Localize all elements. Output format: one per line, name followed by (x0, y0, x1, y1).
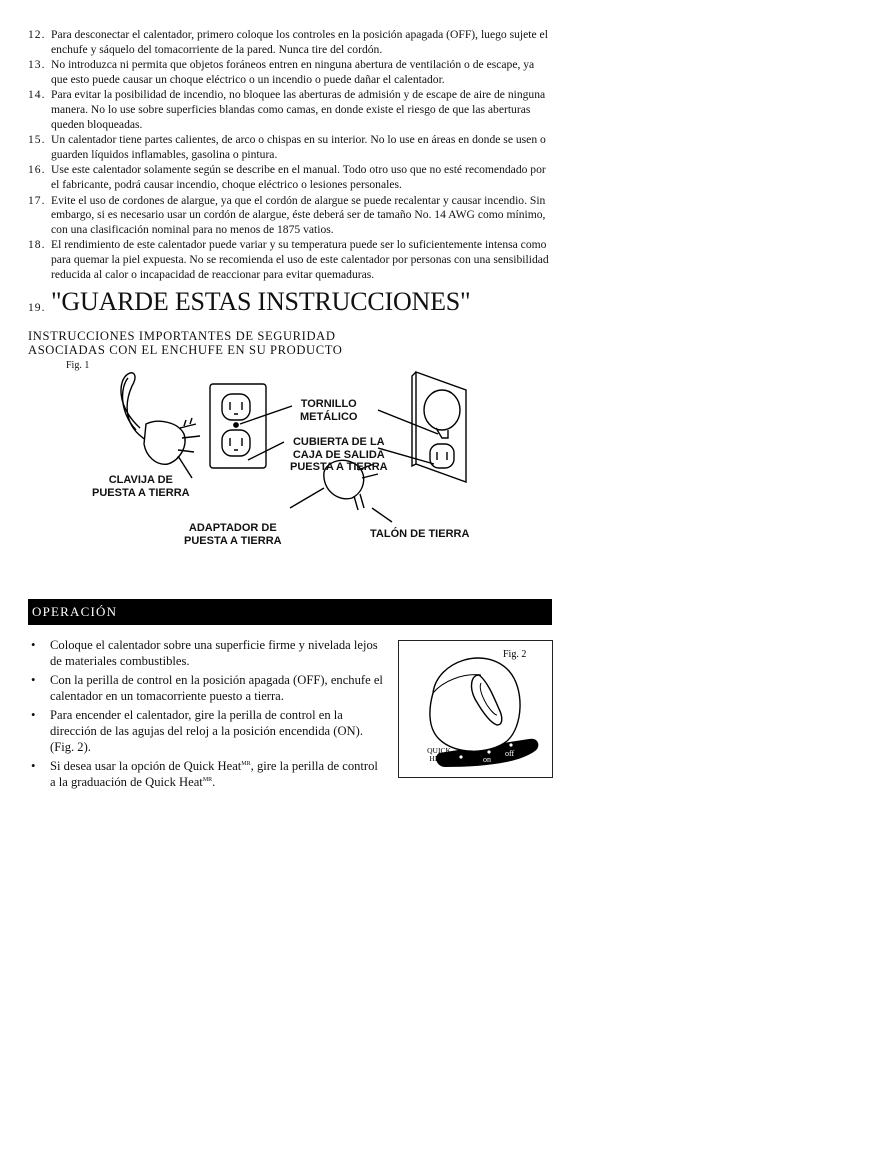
instruction-item (28, 238, 552, 282)
quick-heat-label: HEAT (429, 754, 449, 763)
label-line: ADAPTADOR DE (188, 522, 277, 535)
save-instructions-heading (28, 287, 552, 317)
operation-section-header (28, 599, 552, 625)
item-number: 17. (28, 193, 46, 207)
item-number: 18. (28, 238, 46, 252)
label-line: CLAVIJA DE (108, 474, 173, 487)
safety-heading-line: ASOCIADAS CON EL ENCHUFE EN SU PRODUCTO (28, 343, 343, 358)
instruction-item (28, 28, 552, 57)
label-line: PUESTA A TIERRA (92, 486, 190, 499)
outlet-socket-icon (222, 430, 250, 456)
plug-safety-heading (28, 329, 552, 357)
instruction-item (28, 163, 552, 192)
label-line: PUESTA A TIERRA (290, 461, 388, 474)
item-number: 19. (28, 301, 46, 315)
item-number: 14. (28, 88, 46, 102)
label-line: PUESTA A TIERRA (184, 534, 282, 547)
item-number: 16. (28, 163, 46, 177)
label-line: CUBIERTA DE LA (292, 436, 385, 449)
item-text: , gire la perilla de control a la graduación de Quick Heat (50, 759, 378, 789)
item-text: . (212, 774, 216, 789)
leader-line (372, 508, 392, 522)
item-text: Evite el uso de cordones de alargue, ya que el cordón de alargue se puede recalentar y causar incendio. Sin embargo, si es necesario usar un cordón de alargue, éste deberá ser de tamaño No. 14 AWG como mínimo, con una clasificación nominal para no menos de 1875 vatios. (51, 193, 546, 236)
label-adaptador (184, 522, 282, 547)
label-talon-tierra: TALÓN DE TIERRA (370, 528, 470, 541)
item-text: Use este calentador solamente según se describe en el manual. Todo otro uso que no esté recomendado por el fabricante, podrá causar incendio, choque eléctrico o lesiones personales. (51, 163, 546, 191)
off-label: off (505, 749, 515, 758)
trademark-mark: MR (202, 776, 213, 783)
bullet: • (31, 673, 36, 688)
operation-item (28, 673, 384, 704)
safety-heading-line: INSTRUCCIONES IMPORTANTES DE SEGURIDAD (28, 329, 336, 344)
item-text: Para encender el calentador, gire la perilla de control en la dirección de las agujas del reloj a la posición encendida (ON). (Fig. 2). (50, 708, 363, 754)
dial-dot (487, 750, 490, 753)
figure-1-grounding-diagram (28, 360, 552, 560)
bullet: • (31, 759, 36, 774)
item-text: Coloque el calentador sobre una superficie firme y nivelada lejos de materiales combustibles. (50, 638, 378, 668)
dial-dot (459, 755, 462, 758)
item-number: 15. (28, 133, 46, 147)
figure-label: Fig. 1 (66, 360, 90, 372)
socket-slots (437, 452, 447, 460)
instructions-page (28, 28, 552, 560)
bullet: • (31, 638, 36, 652)
item-text: Con la perilla de control en la posición apagada (OFF), enchufe el calentador en un tomacorriente puesto a tierra. (50, 673, 383, 703)
bullet: • (31, 708, 36, 723)
label-clavija (92, 474, 190, 499)
instruction-item (28, 194, 552, 238)
figure-label: Fig. 2 (503, 649, 527, 660)
control-knob-illustration (399, 641, 552, 777)
quick-heat-label: QUICK (427, 746, 451, 755)
outlet-socket-icon (222, 394, 250, 420)
label-cubierta-caja (290, 436, 388, 474)
operation-item (28, 759, 384, 790)
operation-item (28, 708, 384, 755)
instruction-item (28, 133, 552, 162)
operation-item (28, 638, 384, 669)
label-line: TORNILLO (300, 398, 357, 411)
label-line: CAJA DE SALIDA (292, 448, 385, 461)
instruction-item (28, 58, 552, 87)
trademark-mark: MR (241, 761, 251, 768)
item-text: El rendimiento de este calentador puede variar y su temperatura puede ser lo suficientemente intensa como para quemar la piel expuesta. No se recomienda el uso de este calentador por personas con una sensibilidad reducida al calor o incapacidad de reaccionar para evitar quemaduras. (51, 238, 549, 281)
item-text: Un calentador tiene partes calientes, de arco o chispas en su interior. No lo use en áreas en donde se usen o guarden líquidos inflamables, gasolina o pintura. (51, 133, 546, 161)
label-tornillo-metalico (300, 398, 357, 423)
operation-heading: OPERACIÓN (32, 604, 118, 619)
on-label: on (483, 755, 491, 764)
item-text: Para desconectar el calentador, primero coloque los controles en la posición apagada (OFF), luego sujete el enchufe y sáquelo del tomacorriente de la pared. Nunca tire del cordón. (51, 28, 548, 56)
item-number: 13. (28, 58, 46, 72)
control-knob-icon (430, 658, 520, 751)
cover-screw-icon (234, 423, 238, 427)
leader-line (290, 488, 324, 508)
item-text: No introduzca ni permita que objetos foráneos entren en ninguna abertura de ventilación o de escape, ya que esto puede causar un choque eléctrico o un incendio o puede dañar el calentador. (51, 58, 535, 86)
item-text: Para evitar la posibilidad de incendio, no bloquee las aberturas de admisión y de escape de aire de ninguna manera. No lo use sobre superficies blandas como camas, en donde existe el riesgo de que las aberturas queden bloqueadas. (51, 88, 546, 131)
plugged-adapter-icon (424, 390, 460, 430)
label-line: METÁLICO (300, 410, 358, 423)
instruction-list (28, 28, 552, 282)
operation-list (28, 638, 384, 794)
instruction-item (28, 88, 552, 132)
item-number: 12. (28, 28, 46, 41)
dial-dot (509, 743, 512, 746)
save-heading-text: "GUARDE ESTAS INSTRUCCIONES" (51, 287, 471, 317)
item-text: Si desea usar la opción de Quick Heat (50, 759, 242, 774)
figure-2-control-knob (398, 640, 553, 778)
